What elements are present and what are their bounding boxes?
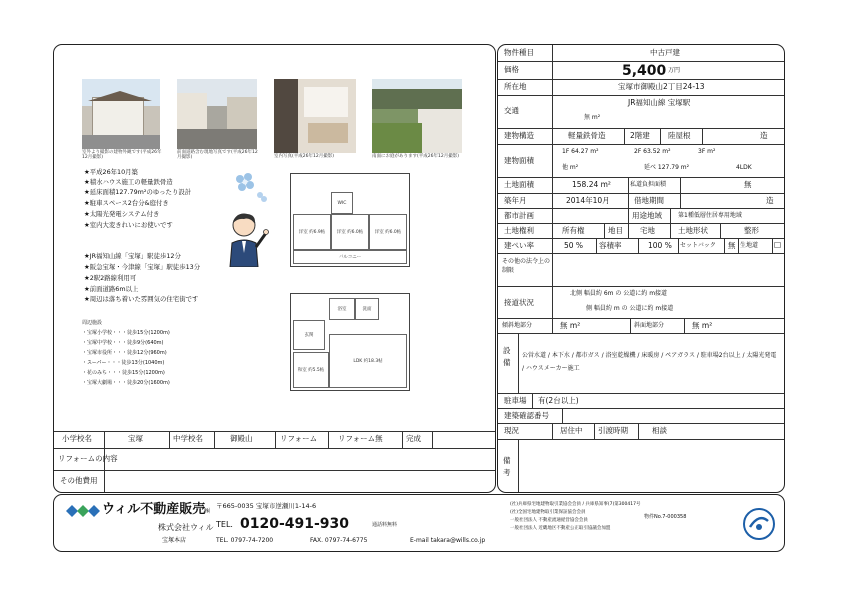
city-label: 都市計画: [504, 211, 534, 220]
company-footer: [53, 494, 785, 552]
room: 浴室: [329, 298, 355, 320]
photo-garden: [372, 79, 462, 153]
tel-note: 通話料無料: [372, 522, 398, 528]
reform-content-label: リフォームの内容: [58, 454, 118, 463]
license-info: (社)兵庫県宅地建物取引業協会会員 / 兵庫県知事(7)第300417号: [510, 502, 641, 507]
slope-value: 無 m²: [692, 321, 713, 330]
parking-value: 有(2台以上): [538, 396, 579, 405]
setback-label: セットバック: [680, 242, 716, 249]
coverage-label: 建ぺい率: [504, 241, 534, 250]
floorplan-1f: [290, 293, 410, 391]
coverage-value: 50 %: [564, 241, 584, 250]
photo-street: [177, 79, 257, 149]
photo-caption: 前面道路含む現地写真です(平成26年12月撮影): [177, 150, 258, 160]
layout-value: 4LDK: [736, 164, 752, 171]
tel-label: TEL.: [216, 520, 233, 529]
roof-unit: 造: [760, 131, 768, 140]
photo-exterior: [82, 79, 160, 149]
shape-label: 土地形状: [678, 226, 708, 235]
traffic-walk: 無 m²: [584, 114, 601, 121]
zone-value: 第1種低層住居専用地域: [678, 212, 742, 219]
mschool-label: 中学校名: [173, 434, 203, 443]
private-road-value: 無: [744, 180, 752, 189]
structure-value: 軽量鉄骨造: [568, 131, 606, 140]
access-item: ・宝塚大劇場・・・徒歩20分(1600m): [82, 380, 170, 386]
type-value: 中古戸建: [650, 48, 680, 57]
assoc-3: 一般社団法人 近畿地区不動産公正取引協議会加盟: [510, 526, 611, 531]
floor2-area: 2F 63.52 m²: [634, 148, 671, 155]
company-logo-icon: [66, 504, 100, 518]
slope-label: 斜面地部分: [634, 322, 665, 329]
flyer-left-panel: [53, 44, 496, 493]
parking-label: 駐車場: [504, 396, 527, 405]
room: 和室 約5.5帖: [293, 352, 329, 388]
address-label: 所在地: [504, 82, 527, 91]
price-value: 5,400: [622, 63, 667, 79]
feature-item: ★前面道路6m以上: [84, 285, 139, 293]
company-name: ウィル不動産販売: [102, 502, 206, 517]
access-item: ・スーパー・・・徒歩13分(1040m): [82, 360, 165, 366]
chimoku-label: 地目: [608, 226, 623, 235]
handover-value: 相談: [652, 426, 667, 435]
reform-label: リフォーム: [280, 434, 318, 443]
company-suffix: ㈱: [204, 508, 211, 515]
floor1-area: 1F 64.27 m²: [562, 148, 599, 155]
fair-trade-mark-icon: [742, 507, 776, 541]
legal-label: その他の法令上の制限: [502, 258, 551, 274]
private-road-label: 私道負担面積: [630, 181, 667, 188]
school-value: 宝塚: [128, 434, 143, 443]
access-item: ・花のみち・・・徒歩15分(1200m): [82, 370, 165, 376]
zone-label: 用途地域: [632, 211, 662, 220]
handover-label: 引渡時期: [598, 426, 628, 435]
feature-item: ★太陽光発電システム付き: [84, 210, 160, 218]
road-label: 接道状況: [504, 298, 534, 307]
far-value: 100 %: [648, 241, 672, 250]
feature-item: ★延床面積127.79m²のゆったり設計: [84, 188, 192, 196]
traffic-label: 交通: [504, 106, 519, 115]
regist-value: 造: [766, 196, 774, 205]
built-label: 築年月: [504, 196, 527, 205]
feature-item: ★駐車スペース2台分&庭付き: [84, 199, 169, 207]
room: 玄関: [293, 320, 325, 350]
school-label: 小学校名: [62, 434, 92, 443]
email[interactable]: E-mail takara@wills.co.jp: [410, 537, 486, 544]
area-label: 建物面積: [504, 156, 534, 165]
chimoku-value: 宅地: [640, 226, 655, 235]
room: LDK 約18.3帖: [329, 334, 407, 388]
feature-item: ★周辺は落ち着いた雰囲気の住宅街です: [84, 295, 199, 303]
photo-caption: 室外より撮影の建物外観です(平成26年12月撮影): [82, 150, 162, 160]
far-label: 容積率: [599, 241, 622, 250]
feature-item: ★2駅2路線利用可: [84, 274, 137, 282]
access-item: ・宝塚小学校・・・徒歩15分(1200m): [82, 330, 170, 336]
regist-label: 借地期間: [634, 196, 664, 205]
green-label: 生地道: [740, 242, 759, 249]
other-cost-label: その他費用: [60, 476, 98, 485]
floor3-area: 3F m²: [698, 148, 716, 155]
assoc-2: 一般社団法人 不動産流通経営協会会員: [510, 518, 588, 523]
setback-value: 無: [728, 241, 736, 250]
walk-value: 無 m²: [560, 321, 581, 330]
tel2[interactable]: TEL. 0797-74-7200: [216, 537, 274, 544]
total-area: 延べ 127.79 m²: [644, 164, 690, 171]
property-id: 物件No.7-000358: [644, 514, 687, 520]
photo-caption: 南面にお庭があります(平成26年12月撮影): [372, 154, 459, 159]
access-title: 周辺施設: [82, 320, 103, 326]
flower-icon: [230, 171, 270, 207]
traffic-line: JR福知山線 宝塚駅: [628, 98, 691, 107]
room: 洋室 約6.9帖: [293, 214, 331, 250]
feature-item: ★平成26年10月築: [84, 168, 138, 176]
feature-item: ★積水ハウス施工の軽量鉄骨造: [84, 178, 173, 186]
land-value: 158.24 m²: [572, 180, 611, 189]
room: WIC: [331, 192, 353, 214]
price-unit: 万円: [668, 67, 681, 74]
floorplan-2f: [290, 173, 410, 267]
type-label: 物件種目: [504, 48, 534, 57]
photo-interior: [274, 79, 356, 153]
road-line-1: 北側 幅員約 6m の 公道に約 m接道: [570, 290, 668, 297]
green-checkbox[interactable]: □: [774, 240, 782, 249]
access-item: ・宝塚市役所・・・徒歩12分(960m): [82, 350, 167, 356]
branch-name: 宝塚本店: [162, 537, 187, 544]
property-spec-table: [497, 44, 785, 493]
status-label: 現況: [504, 426, 519, 435]
staff-illustration-icon: [226, 211, 270, 267]
feature-item: ★JR福知山線「宝塚」駅徒歩12分: [84, 252, 181, 260]
mschool-value: 御殿山: [230, 434, 253, 443]
company-legal-name: 株式会社ウィル: [158, 523, 214, 532]
walk-label: 傾斜地部分: [502, 322, 533, 329]
structure-label: 建物構造: [504, 131, 534, 140]
fax: FAX. 0797-74-6775: [310, 537, 368, 544]
permit-label: 建築確認番号: [504, 411, 549, 420]
floors-value: 2階建: [630, 131, 650, 140]
status-value: 居住中: [560, 426, 583, 435]
room: 洋室 約6.0帖: [369, 214, 407, 250]
other-area: 他 m²: [562, 164, 579, 171]
rights-value: 所有権: [562, 226, 585, 235]
shape-value: 整形: [744, 226, 759, 235]
photo-caption: 室内写真(平成26年12月撮影): [274, 154, 334, 159]
tel-number[interactable]: 0120-491-930: [240, 516, 350, 532]
equipment-label: 設備: [503, 346, 511, 367]
room: バルコニー: [293, 250, 407, 264]
address-value: 宝塚市御殿山2丁目24-13: [618, 82, 705, 91]
feature-item: ★阪急宝塚・今津線「宝塚」駅徒歩13分: [84, 263, 201, 271]
road-line-2: 側 幅員約 m の 公道に約 m接道: [586, 305, 674, 312]
remarks-label: 備考: [503, 456, 511, 477]
equipment-value: 公営水道 / 本下水 / 都市ガス / 浴室乾燥機 / 床暖房 / ペアガラス / 駐車場2台以上 / 太陽光発電 / ハウスメーカー施工: [522, 352, 777, 373]
done-label: 完成: [406, 434, 421, 443]
built-value: 2014年10月: [566, 196, 610, 205]
assoc-1: (社)全国宅地建物取引業保証協会会員: [510, 510, 586, 515]
room: 洗面: [355, 298, 379, 320]
roof-value: 陸屋根: [668, 131, 691, 140]
rights-label: 土地権利: [504, 226, 534, 235]
price-label: 価格: [504, 65, 519, 74]
room: 洋室 約6.0帖: [331, 214, 369, 250]
land-label: 土地面積: [504, 180, 534, 189]
access-item: ・宝塚中学校・・・徒歩9分(640m): [82, 340, 164, 346]
reform-value: リフォーム無: [338, 434, 383, 443]
feature-item: ★室内大変きれいにお使いです: [84, 221, 173, 229]
company-postal: 〒665-0035 宝塚市逆瀬川1-14-6: [216, 502, 317, 510]
